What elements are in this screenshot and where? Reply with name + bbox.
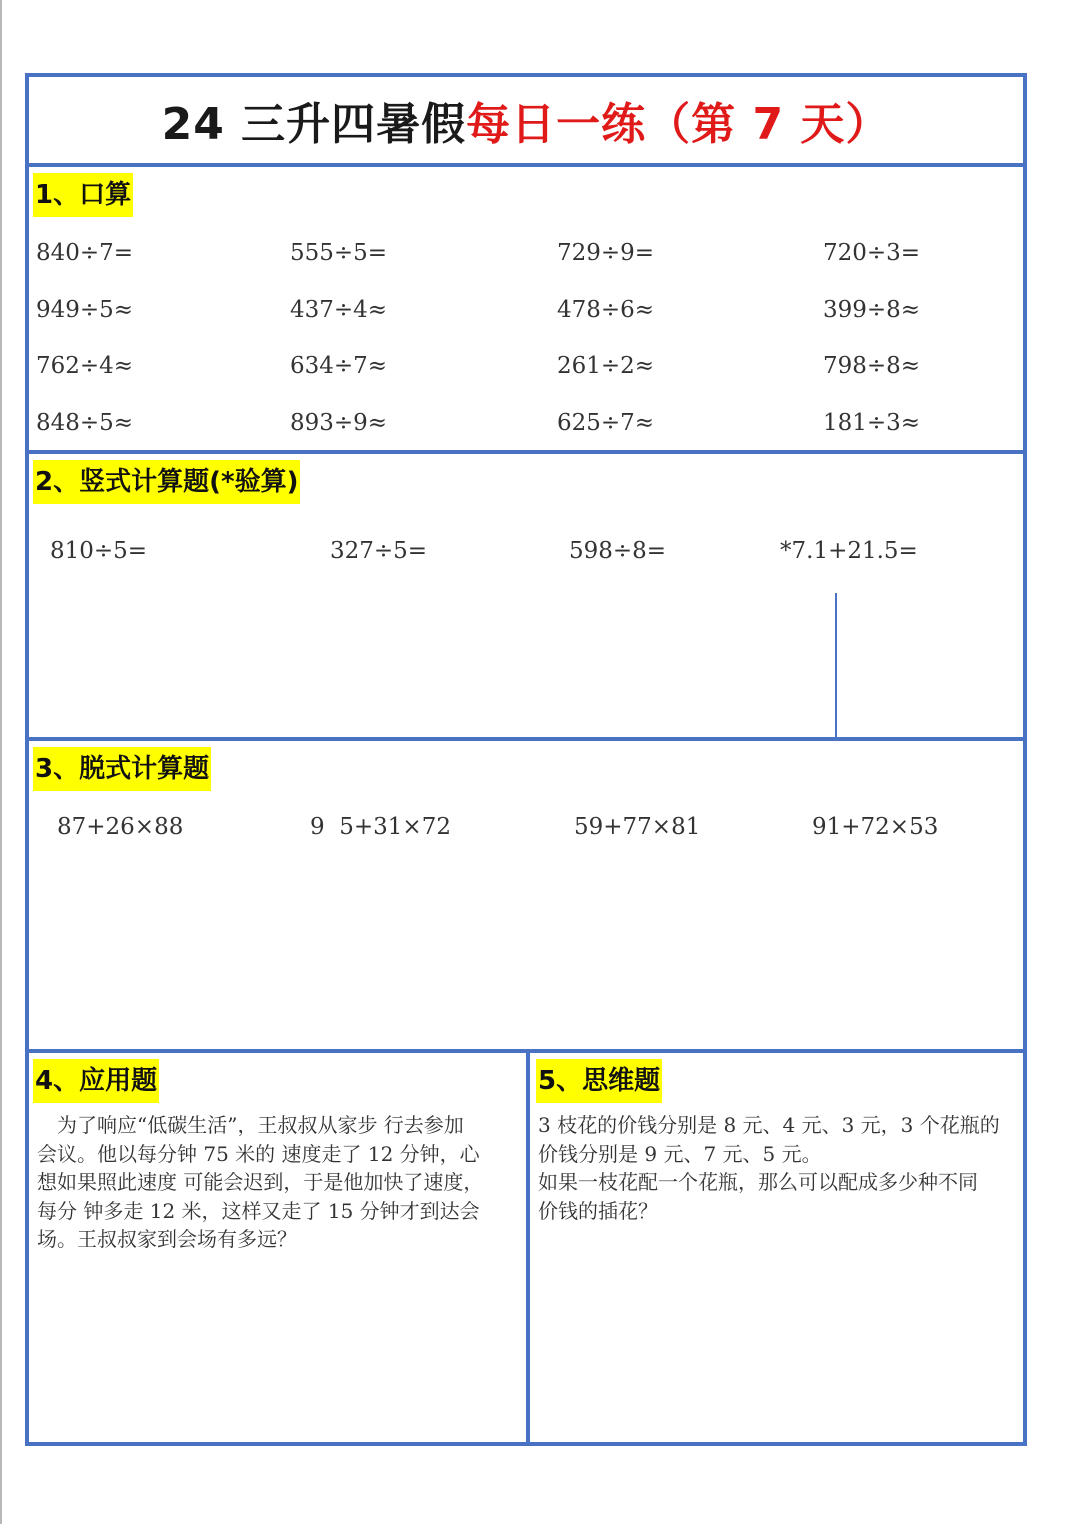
- divider-column: [526, 1049, 530, 1446]
- title-highlight: 每日一练（第 7 天）: [466, 99, 891, 150]
- oral-item: 762÷4≈: [36, 353, 134, 379]
- worksheet: [25, 73, 1027, 1446]
- section-3-label: 3、脱式计算题: [33, 747, 211, 791]
- problem-line: 会议。他以每分钟 75 米的 速度走了 12 分钟，心: [37, 1141, 480, 1166]
- oral-item: 840÷7=: [36, 240, 134, 266]
- divider-section-1: [29, 450, 1023, 454]
- oral-item: 555÷5=: [290, 240, 388, 266]
- thinking-problem: [538, 1111, 1024, 1225]
- oral-item: 478÷6≈: [557, 297, 655, 323]
- oral-item: 720÷3=: [823, 240, 921, 266]
- section-2-label: 2、竖式计算题(*验算): [33, 460, 300, 504]
- oral-item: 399÷8≈: [823, 297, 921, 323]
- problem-line: 价钱的插花？: [538, 1198, 658, 1223]
- problem-line: 价钱分别是 9 元、7 元、5 元。: [538, 1141, 822, 1166]
- problem-line: 如果一枝花配一个花瓶，那么可以配成多少种不同: [538, 1170, 978, 1194]
- section-5-label: 5、思维题: [536, 1059, 662, 1103]
- vertical-item: 810÷5=: [50, 538, 148, 564]
- oral-item: 949÷5≈: [36, 297, 134, 323]
- stepwise-item: 91+72×53: [812, 814, 939, 840]
- oral-item: 181÷3≈: [823, 410, 921, 436]
- page-title: [29, 87, 1023, 163]
- stepwise-item: 87+26×88: [57, 814, 184, 840]
- application-problem: [37, 1111, 521, 1254]
- vertical-item: *7.1+21.5=: [780, 538, 918, 564]
- oral-item: 437÷4≈: [290, 297, 388, 323]
- oral-item: 848÷5≈: [36, 410, 134, 436]
- problem-line: 想如果照此速度 可能会迟到，于是他加快了速度，: [37, 1170, 484, 1194]
- oral-item: 893÷9≈: [290, 410, 388, 436]
- problem-line: 3 枝花的价钱分别是 8 元、4 元、3 元，3 个花瓶的: [538, 1113, 1000, 1137]
- section-1-label: 1、口算: [33, 173, 133, 217]
- problem-line: 场。王叔叔家到会场有多远？: [37, 1227, 297, 1251]
- divider-title: [29, 163, 1023, 167]
- problem-line: 为了响应“低碳生活”，王叔叔从家步 行去参加: [57, 1113, 464, 1137]
- divider-section-2: [29, 737, 1023, 741]
- stepwise-item: 9 5+31×72: [310, 814, 451, 840]
- stepwise-item: 59+77×81: [574, 814, 701, 840]
- page-edge: [0, 0, 2, 1524]
- oral-item: 729÷9=: [557, 240, 655, 266]
- vertical-alignment-line: [835, 593, 837, 737]
- vertical-item: 598÷8=: [569, 538, 667, 564]
- oral-item: 261÷2≈: [557, 353, 655, 379]
- section-4-label: 4、应用题: [33, 1059, 159, 1103]
- oral-item: 634÷7≈: [290, 353, 388, 379]
- oral-item: 625÷7≈: [557, 410, 655, 436]
- problem-line: 每分 钟多走 12 米，这样又走了 15 分钟才到达会: [37, 1198, 480, 1223]
- vertical-item: 327÷5=: [330, 538, 428, 564]
- oral-item: 798÷8≈: [823, 353, 921, 379]
- title-main: 24 三升四暑假: [161, 99, 467, 150]
